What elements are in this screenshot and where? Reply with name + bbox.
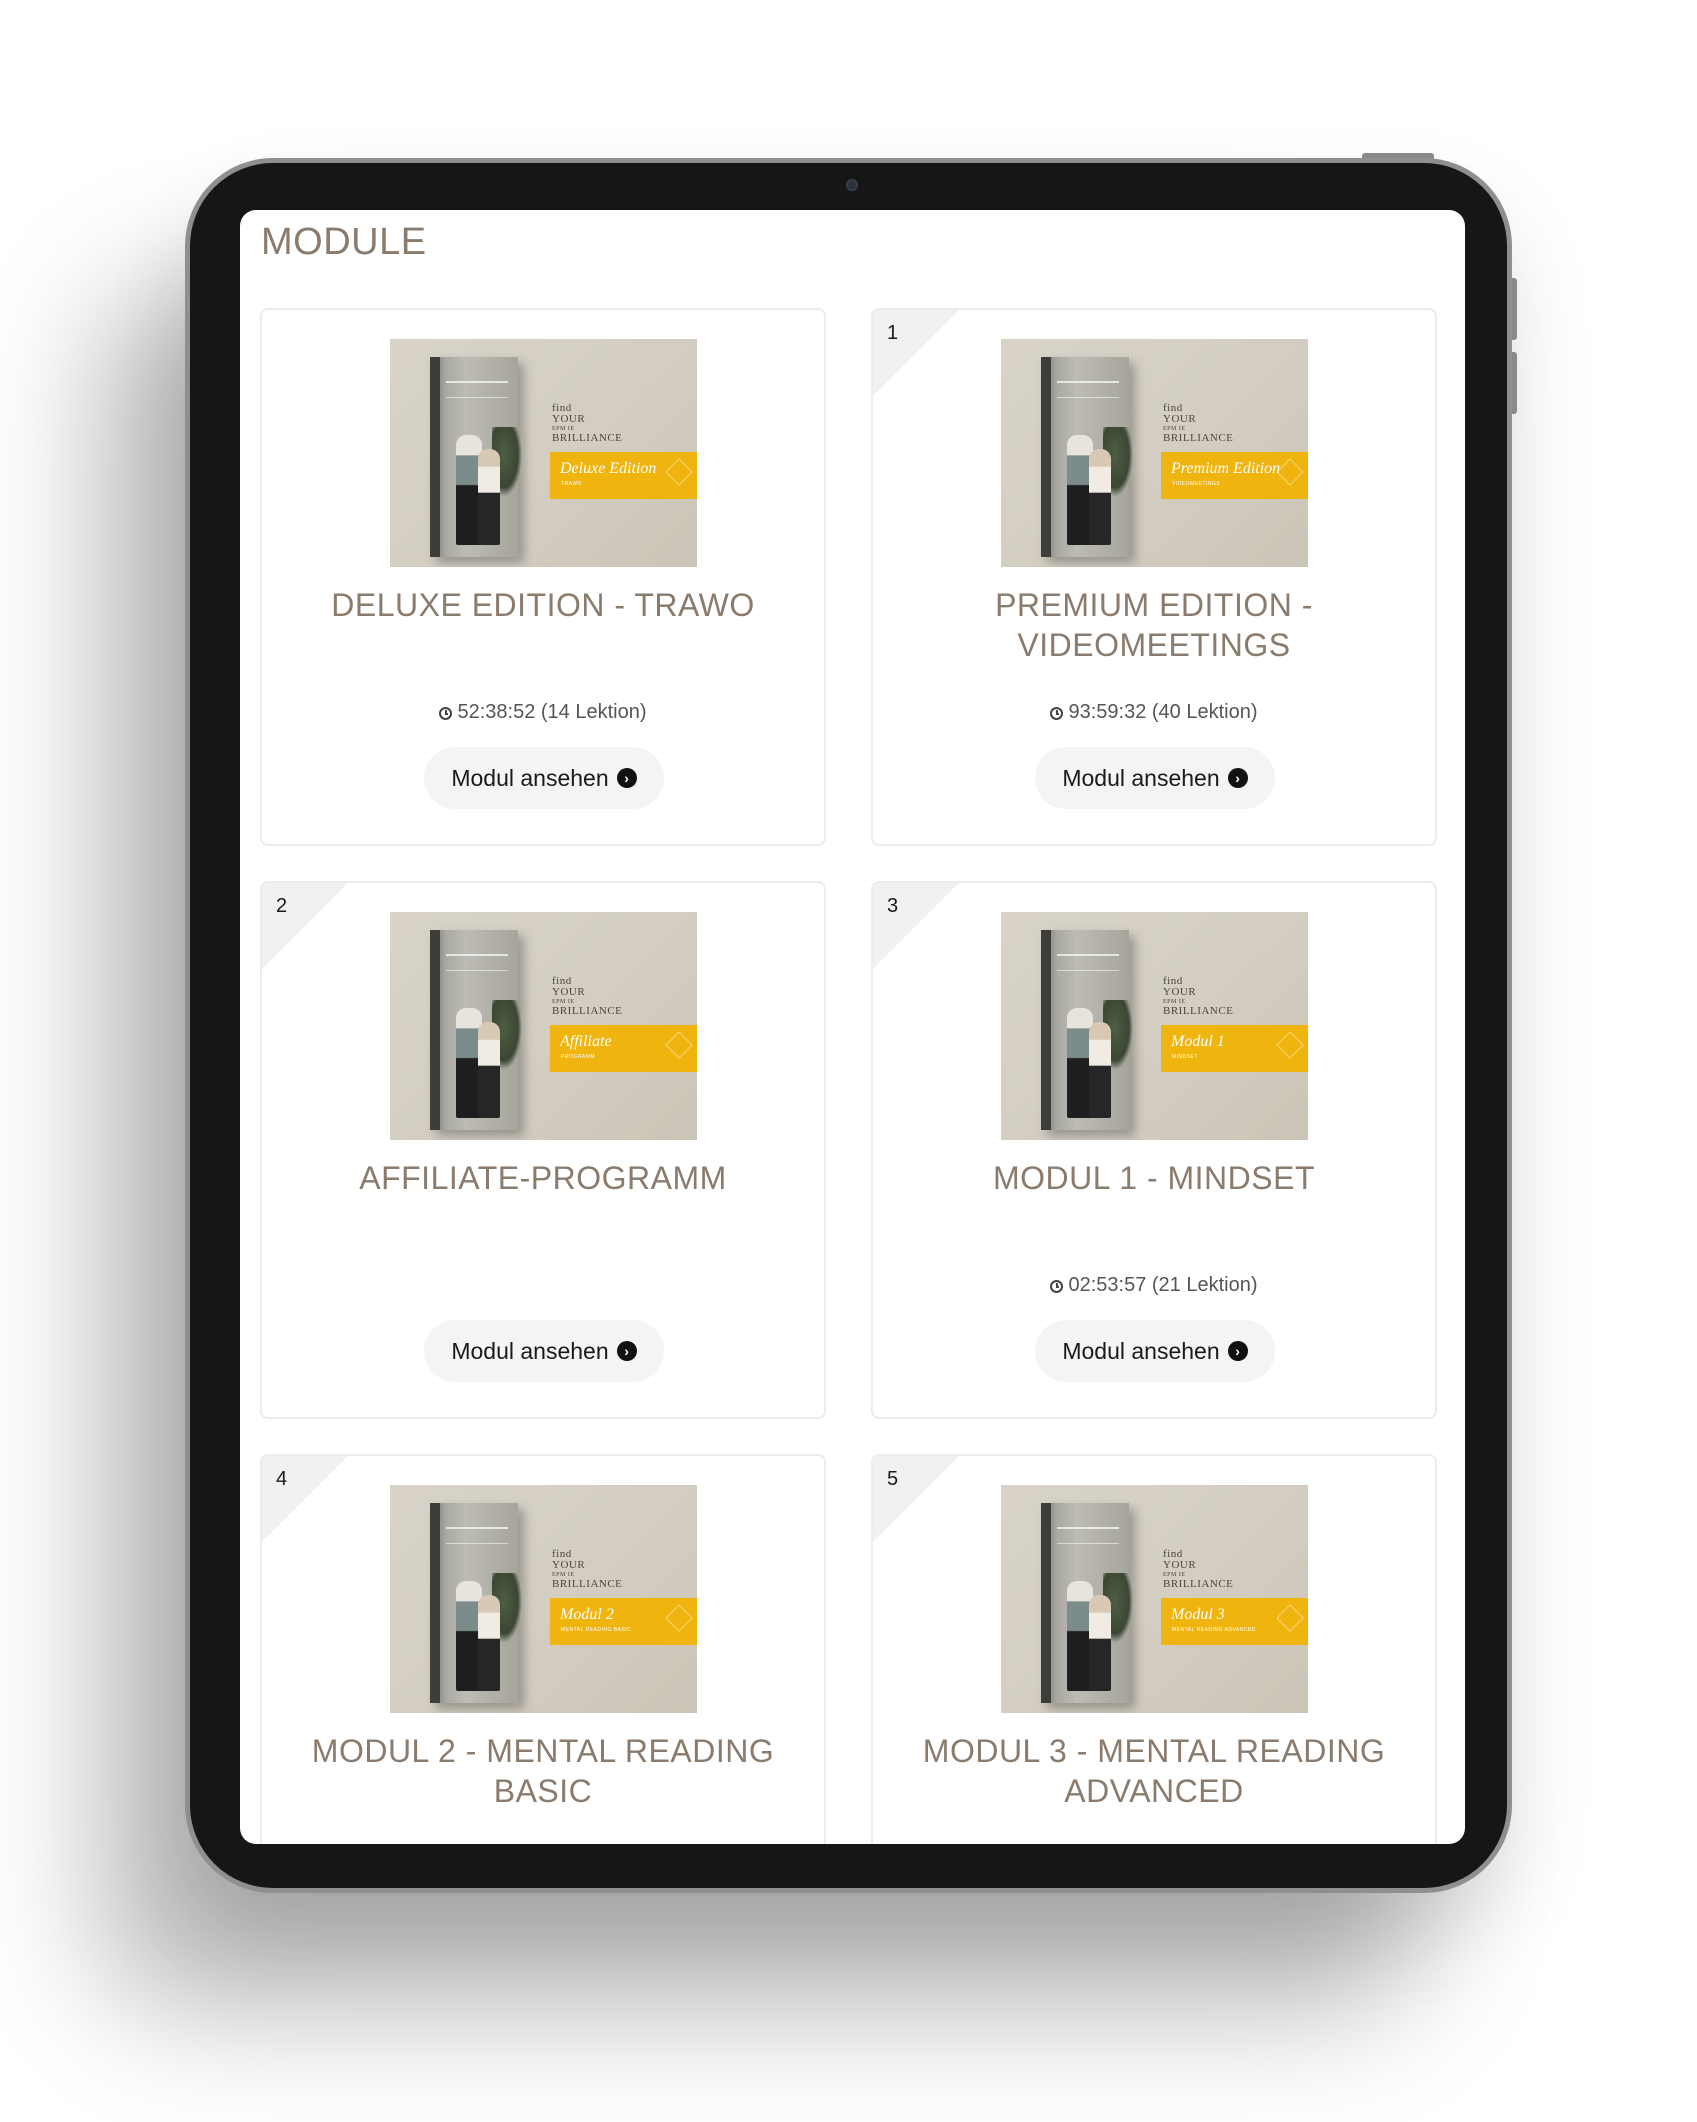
module-title: MODUL 2 - MENTAL READING BASIC	[311, 1733, 775, 1809]
circle-arrow-right-icon: ›	[617, 768, 637, 788]
thumbnail-banner: Modul 3 MENTAL READING ADVANCED	[1161, 1598, 1308, 1645]
module-thumbnail[interactable]	[390, 339, 697, 567]
corner-ribbon	[873, 310, 959, 396]
brand-logo: find YOUR EPM IE BRILLIANCE	[1163, 402, 1234, 444]
module-card[interactable]	[871, 881, 1437, 1419]
module-duration: 02:53:57 (21 Lektion)	[873, 1274, 1435, 1297]
view-module-button[interactable]: Modul ansehen ›	[424, 747, 664, 809]
tablet-screen	[240, 210, 1465, 1844]
thumbnail-banner: Deluxe Edition TRAWO	[550, 452, 697, 499]
module-card[interactable]	[871, 1454, 1437, 1844]
module-thumbnail[interactable]	[1001, 339, 1308, 567]
module-card[interactable]	[260, 1454, 826, 1844]
brand-logo: find YOUR EPM IE BRILLIANCE	[552, 402, 623, 444]
module-card[interactable]	[871, 308, 1437, 846]
clock-icon	[1050, 707, 1063, 720]
module-number: 2	[276, 895, 288, 917]
book-cover	[430, 1503, 518, 1703]
module-title: DELUXE EDITION - TRAWO	[331, 587, 755, 623]
diamond-icon	[665, 1604, 692, 1631]
thumbnail-banner: Premium Edition VIDEOMEETINGS	[1161, 452, 1308, 499]
module-number: 3	[887, 895, 899, 917]
module-title: PREMIUM EDITION - VIDEOMEETINGS	[995, 587, 1313, 663]
module-number: 5	[887, 1468, 899, 1490]
thumbnail-banner: Modul 1 MINDSET	[1161, 1025, 1308, 1072]
diamond-icon	[1276, 458, 1303, 485]
brand-logo: find YOUR EPM IE BRILLIANCE	[1163, 975, 1234, 1017]
thumbnail-banner: Modul 2 MENTAL READING BASIC	[550, 1598, 697, 1645]
module-thumbnail[interactable]	[1001, 912, 1308, 1140]
module-title: MODUL 1 - MINDSET	[993, 1160, 1315, 1196]
brand-logo: find YOUR EPM IE BRILLIANCE	[552, 1548, 623, 1590]
book-cover	[1041, 1503, 1129, 1703]
brand-logo: find YOUR EPM IE BRILLIANCE	[552, 975, 623, 1017]
module-title: AFFILIATE-PROGRAMM	[359, 1160, 727, 1196]
module-card[interactable]	[260, 881, 826, 1419]
module-thumbnail[interactable]	[390, 912, 697, 1140]
brand-logo: find YOUR EPM IE BRILLIANCE	[1163, 1548, 1234, 1590]
module-duration: 52:38:52 (14 Lektion)	[262, 701, 824, 724]
circle-arrow-right-icon: ›	[1228, 1341, 1248, 1361]
book-cover	[1041, 357, 1129, 557]
corner-ribbon	[262, 1456, 348, 1542]
clock-icon	[1050, 1280, 1063, 1293]
corner-ribbon	[873, 1456, 959, 1542]
diamond-icon	[665, 458, 692, 485]
camera	[846, 179, 858, 191]
module-thumbnail[interactable]	[1001, 1485, 1308, 1713]
page-title: MODULE	[261, 221, 427, 263]
circle-arrow-right-icon: ›	[617, 1341, 637, 1361]
book-cover	[430, 930, 518, 1130]
book-cover	[430, 357, 518, 557]
view-module-button[interactable]: Modul ansehen ›	[424, 1320, 664, 1382]
diamond-icon	[1276, 1604, 1303, 1631]
module-thumbnail[interactable]	[390, 1485, 697, 1713]
diamond-icon	[1276, 1031, 1303, 1058]
module-number: 1	[887, 322, 899, 344]
module-duration: 93:59:32 (40 Lektion)	[873, 701, 1435, 724]
module-title: MODUL 3 - MENTAL READING ADVANCED	[922, 1733, 1386, 1809]
corner-ribbon	[873, 883, 959, 969]
clock-icon	[439, 707, 452, 720]
thumbnail-banner: Affiliate PROGRAMM	[550, 1025, 697, 1072]
view-module-button[interactable]: Modul ansehen ›	[1035, 747, 1275, 809]
book-cover	[1041, 930, 1129, 1130]
module-card[interactable]	[260, 308, 826, 846]
module-number: 4	[276, 1468, 288, 1490]
circle-arrow-right-icon: ›	[1228, 768, 1248, 788]
diamond-icon	[665, 1031, 692, 1058]
corner-ribbon	[262, 883, 348, 969]
view-module-button[interactable]: Modul ansehen ›	[1035, 1320, 1275, 1382]
